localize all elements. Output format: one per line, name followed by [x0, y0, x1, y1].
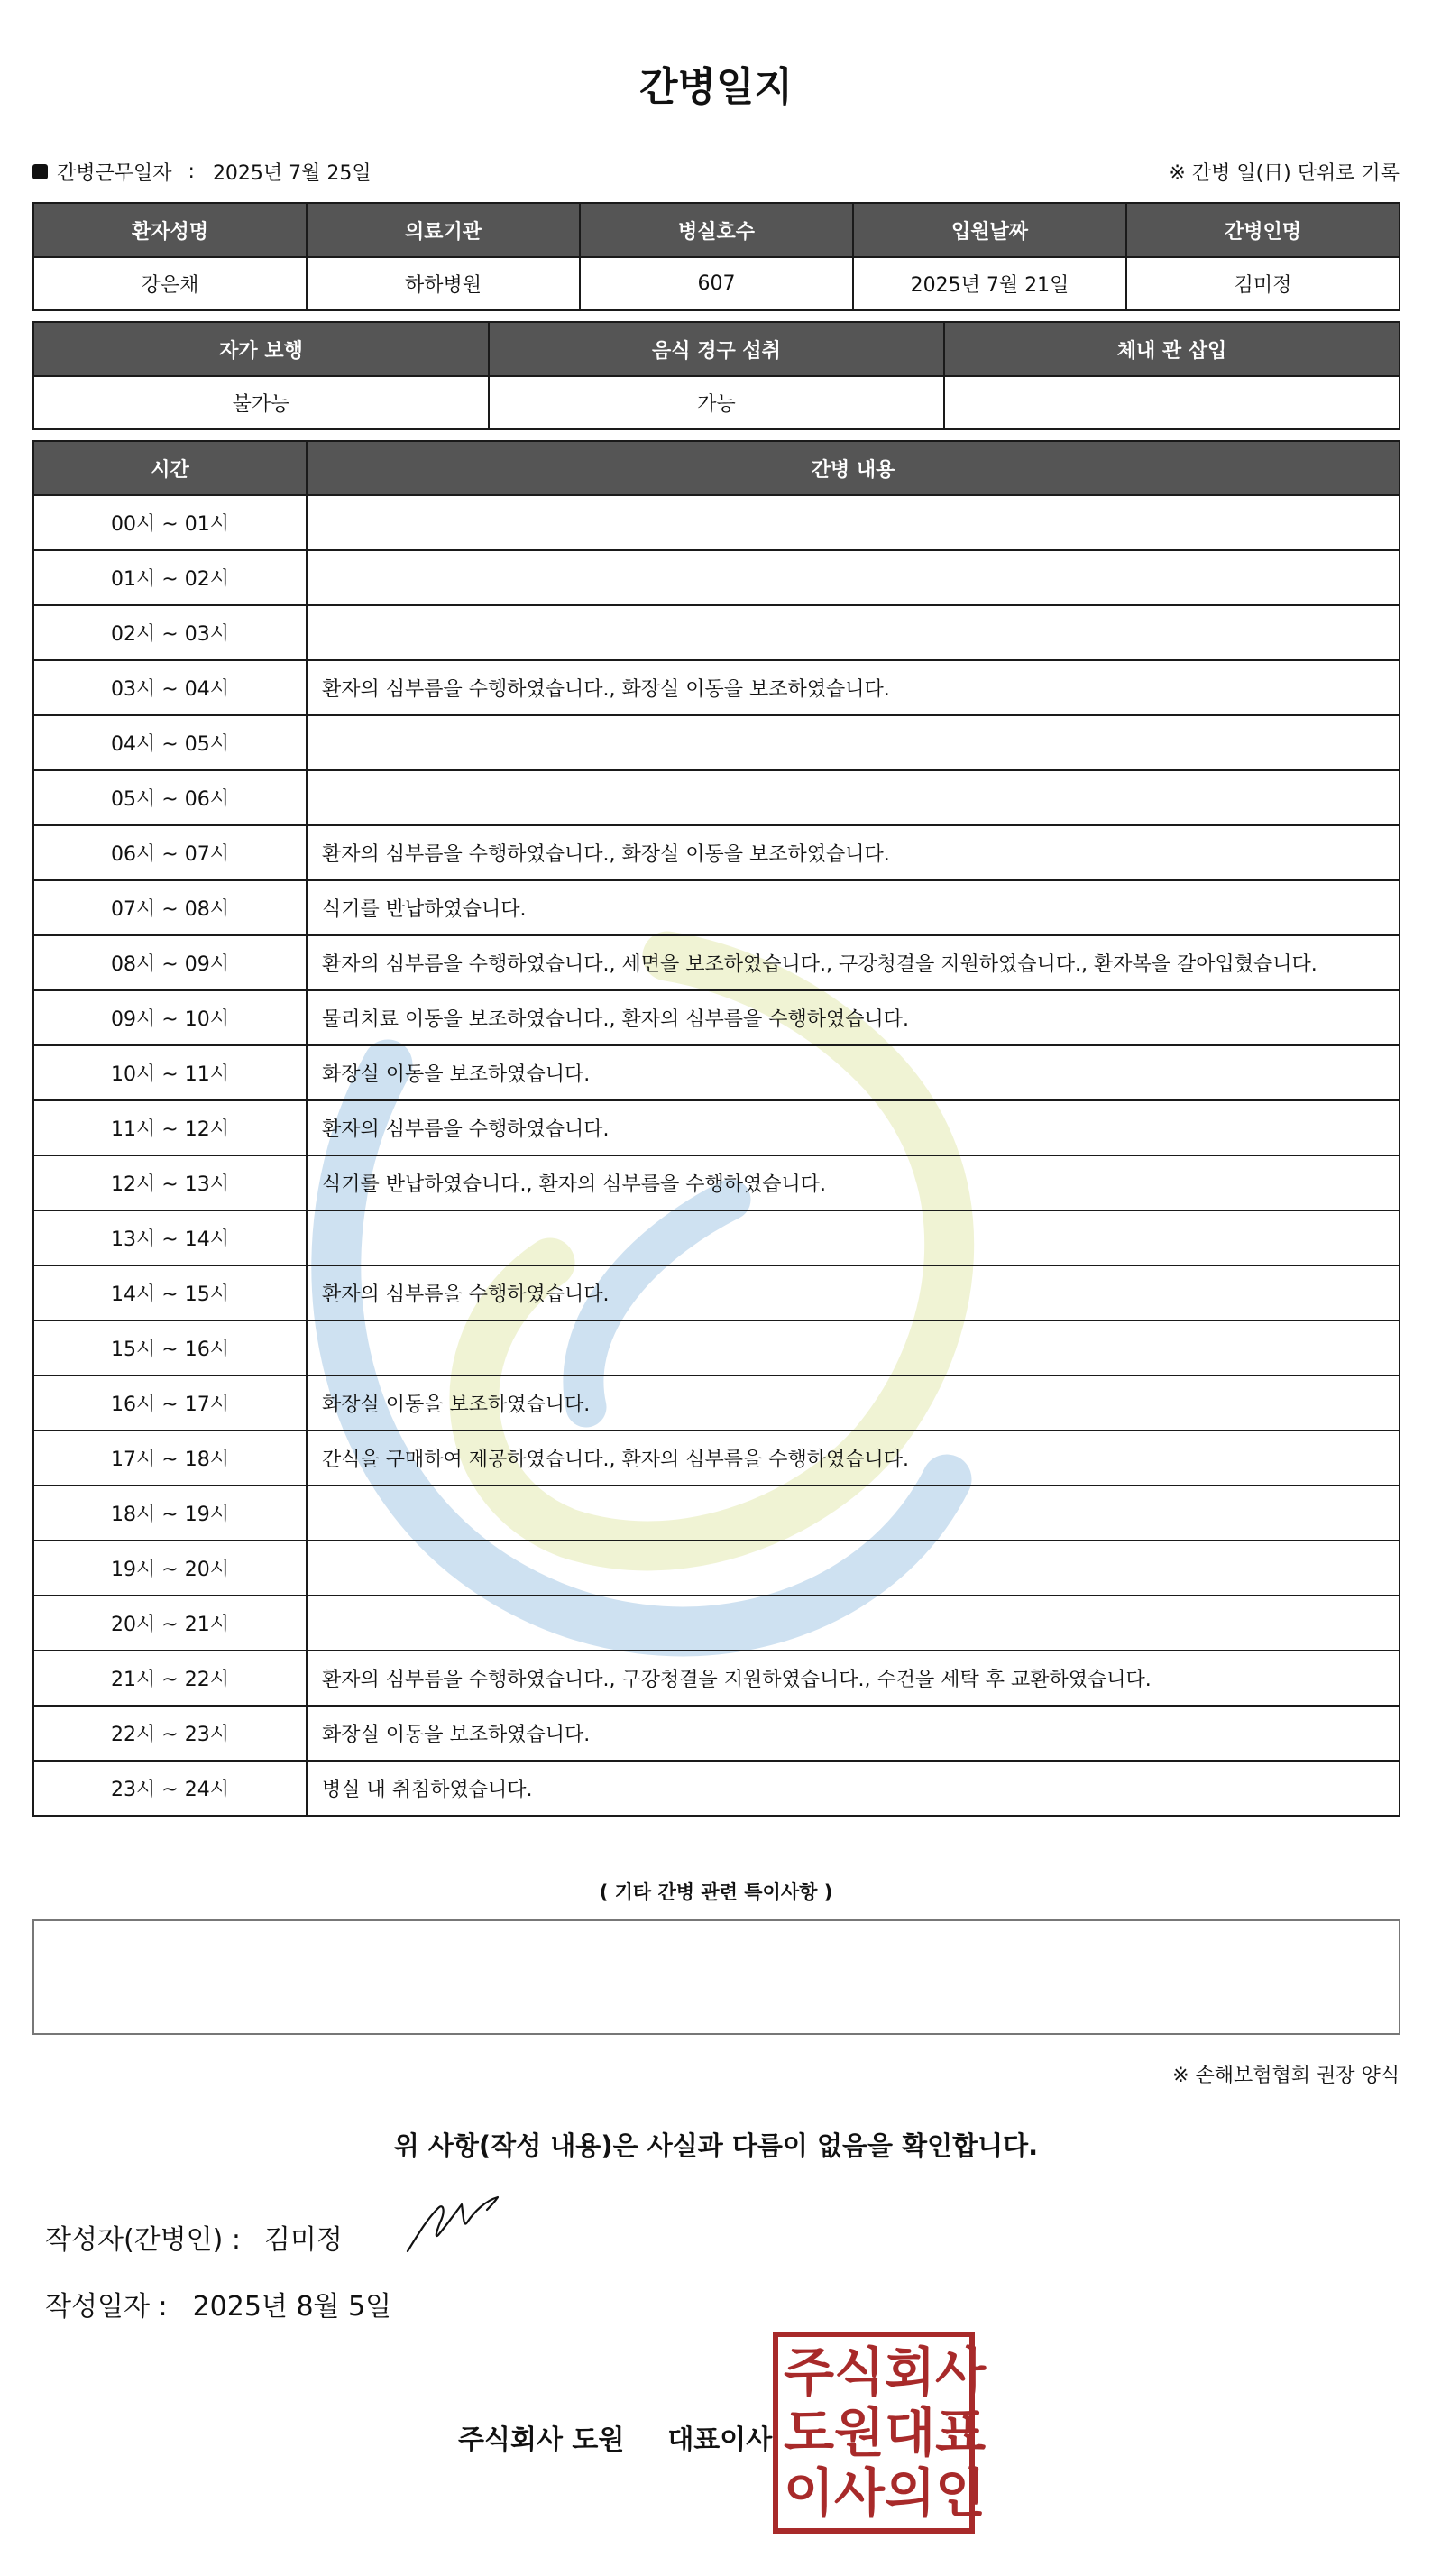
care-log-content — [307, 1596, 1400, 1651]
care-log-row — [33, 715, 1400, 770]
care-log-content — [307, 770, 1400, 825]
care-log-row — [33, 880, 1400, 935]
care-log-content: 화장실 이동을 보조하였습니다. — [307, 1045, 1400, 1100]
care-log-time: 03시 ~ 04시 — [33, 660, 307, 715]
patient-info-table — [32, 202, 1400, 311]
admission-date-header: 입원날짜 — [853, 203, 1126, 257]
confirmation-statement: 위 사항(작성 내용)은 사실과 다름이 없음을 확인합니다. — [393, 2130, 1039, 2161]
seal-glyph: 의 — [885, 2461, 936, 2524]
self-walking-value: 불가능 — [33, 376, 489, 429]
care-log-row — [33, 1155, 1400, 1210]
care-log-time: 08시 ~ 09시 — [33, 935, 307, 990]
care-log-content: 화장실 이동을 보조하였습니다. — [307, 1706, 1400, 1761]
care-log-row — [33, 1651, 1400, 1706]
caregiver-name-header: 간병인명 — [1126, 203, 1400, 257]
record-note: ※ 간병 일(日) 단위로 기록 — [1169, 162, 1400, 185]
writer-name: 김미정 — [263, 2224, 343, 2256]
admission-date-value: 2025년 7월 21일 — [853, 257, 1126, 310]
care-log-row — [33, 825, 1400, 880]
care-log-time: 10시 ~ 11시 — [33, 1045, 307, 1100]
hospital-value: 하하병원 — [307, 257, 580, 310]
form-note: ※ 손해보험협회 권장 양식 — [1172, 2065, 1400, 2087]
written-date-value: 2025년 8월 5일 — [192, 2291, 392, 2323]
care-log-time: 11시 ~ 12시 — [33, 1100, 307, 1155]
care-log-content: 화장실 이동을 보조하였습니다. — [307, 1375, 1400, 1431]
care-log-content — [307, 1486, 1400, 1541]
tube-insertion-header: 체내 관 삽입 — [944, 322, 1400, 376]
seal-glyph: 주 — [784, 2341, 835, 2404]
care-log-time: 13시 ~ 14시 — [33, 1210, 307, 1265]
patient-name-header: 환자성명 — [33, 203, 307, 257]
care-log-row — [33, 1431, 1400, 1486]
care-log-row — [33, 1486, 1400, 1541]
room-number-header: 병실호수 — [580, 203, 853, 257]
work-date — [32, 158, 372, 186]
hospital-header: 의료기관 — [307, 203, 580, 257]
care-log-row — [33, 935, 1400, 990]
care-log-row — [33, 1596, 1400, 1651]
care-log-row — [33, 550, 1400, 605]
patient-info-header-row — [33, 203, 1400, 257]
seal-glyph: 대 — [885, 2401, 936, 2463]
care-log-content — [307, 495, 1400, 550]
work-date-value: 2025년 7월 25일 — [212, 162, 372, 185]
care-log-content: 병실 내 취침하였습니다. — [307, 1761, 1400, 1816]
care-log-time: 04시 ~ 05시 — [33, 715, 307, 770]
oral-intake-value: 가능 — [489, 376, 944, 429]
care-log-time: 02시 ~ 03시 — [33, 605, 307, 660]
seal-glyph: 사 — [834, 2461, 886, 2524]
special-notes-box — [32, 1919, 1400, 2035]
care-log-time: 01시 ~ 02시 — [33, 550, 307, 605]
care-log-row — [33, 605, 1400, 660]
care-log-content — [307, 1210, 1400, 1265]
care-log-row — [33, 770, 1400, 825]
company-seal-stamp — [773, 2332, 987, 2534]
patient-info-value-row — [33, 257, 1400, 310]
patient-status-table — [32, 321, 1400, 430]
care-log-time: 05시 ~ 06시 — [33, 770, 307, 825]
care-log-time: 20시 ~ 21시 — [33, 1596, 307, 1651]
care-log-time: 23시 ~ 24시 — [33, 1761, 307, 1816]
care-content-header: 간병 내용 — [307, 441, 1400, 495]
company-name: 주식회사 도원 — [458, 2424, 625, 2456]
page-title: 간병일지 — [638, 64, 793, 110]
care-log-time: 18시 ~ 19시 — [33, 1486, 307, 1541]
work-date-colon: : — [188, 161, 195, 183]
care-log-row — [33, 1706, 1400, 1761]
written-date-line — [45, 2284, 391, 2323]
handwritten-signature — [404, 2192, 503, 2255]
care-log-time: 06시 ~ 07시 — [33, 825, 307, 880]
care-log-time: 00시 ~ 01시 — [33, 495, 307, 550]
care-log-row — [33, 1375, 1400, 1431]
care-log-row — [33, 1210, 1400, 1265]
patient-status-header-row — [33, 322, 1400, 376]
care-log-row — [33, 990, 1400, 1045]
company-line — [458, 2417, 772, 2457]
care-log-time: 22시 ~ 23시 — [33, 1706, 307, 1761]
care-log-content: 환자의 심부름을 수행하였습니다., 구강청결을 지원하였습니다., 수건을 세탁 후 교환하였습니다. — [307, 1651, 1400, 1706]
seal-glyph: 표 — [935, 2401, 987, 2463]
care-log-time: 15시 ~ 16시 — [33, 1320, 307, 1375]
written-date-label: 작성일자 : — [45, 2291, 168, 2323]
care-log-header-row — [33, 441, 1400, 495]
care-log-time: 14시 ~ 15시 — [33, 1265, 307, 1320]
care-log-content: 환자의 심부름을 수행하였습니다., 화장실 이동을 보조하였습니다. — [307, 660, 1400, 715]
care-log-row — [33, 1320, 1400, 1375]
care-log-time: 21시 ~ 22시 — [33, 1651, 307, 1706]
care-log-content: 식기를 반납하였습니다. — [307, 880, 1400, 935]
care-log-content — [307, 1320, 1400, 1375]
special-notes-title: ( 기타 간병 관련 특이사항 ) — [599, 1881, 833, 1903]
seal-glyph: 도 — [784, 2401, 835, 2463]
company-ceo-title: 대표이사 — [667, 2424, 773, 2456]
seal-glyph: 원 — [834, 2401, 886, 2463]
care-log-content: 식기를 반납하였습니다., 환자의 심부름을 수행하였습니다. — [307, 1155, 1400, 1210]
care-log-time: 07시 ~ 08시 — [33, 880, 307, 935]
writer-label: 작성자(간병인) : — [45, 2224, 241, 2256]
care-log-row — [33, 1045, 1400, 1100]
square-bullet-icon — [32, 164, 48, 179]
care-log-content — [307, 550, 1400, 605]
oral-intake-header: 음식 경구 섭취 — [489, 322, 944, 376]
room-number-value: 607 — [580, 257, 853, 310]
care-log-content: 환자의 심부름을 수행하였습니다., 화장실 이동을 보조하였습니다. — [307, 825, 1400, 880]
seal-glyph: 회 — [885, 2341, 936, 2404]
care-log-row — [33, 1541, 1400, 1596]
care-log-row — [33, 660, 1400, 715]
care-log-content: 간식을 구매하여 제공하였습니다., 환자의 심부름을 수행하였습니다. — [307, 1431, 1400, 1486]
seal-glyph: 식 — [834, 2341, 886, 2404]
care-log-content — [307, 605, 1400, 660]
tube-insertion-value — [944, 376, 1400, 429]
care-log-content — [307, 1541, 1400, 1596]
seal-glyph: 인 — [935, 2461, 987, 2524]
seal-glyph: 이 — [784, 2461, 835, 2524]
care-log-time: 12시 ~ 13시 — [33, 1155, 307, 1210]
care-log-content: 환자의 심부름을 수행하였습니다., 세면을 보조하였습니다., 구강청결을 지원하였습니다., 환자복을 갈아입혔습니다. — [307, 935, 1400, 990]
care-log-time: 19시 ~ 20시 — [33, 1541, 307, 1596]
self-walking-header: 자가 보행 — [33, 322, 489, 376]
seal-glyph: 사 — [935, 2341, 987, 2404]
care-log-table — [32, 440, 1400, 1817]
patient-name-value: 강은채 — [33, 257, 307, 310]
patient-status-value-row — [33, 376, 1400, 429]
care-log-content — [307, 715, 1400, 770]
care-log-content: 환자의 심부름을 수행하였습니다. — [307, 1100, 1400, 1155]
care-log-row — [33, 495, 1400, 550]
care-log-time: 09시 ~ 10시 — [33, 990, 307, 1045]
care-log-row — [33, 1100, 1400, 1155]
writer-line — [45, 2217, 343, 2257]
work-date-label: 간병근무일자 — [57, 162, 172, 185]
care-log-content: 환자의 심부름을 수행하였습니다. — [307, 1265, 1400, 1320]
care-log-row — [33, 1761, 1400, 1816]
care-log-time: 17시 ~ 18시 — [33, 1431, 307, 1486]
care-log-body — [33, 495, 1400, 1816]
care-log-time: 16시 ~ 17시 — [33, 1375, 307, 1431]
caregiver-name-value: 김미정 — [1126, 257, 1400, 310]
care-log-row — [33, 1265, 1400, 1320]
care-log-content: 물리치료 이동을 보조하였습니다., 환자의 심부름을 수행하였습니다. — [307, 990, 1400, 1045]
time-header: 시간 — [33, 441, 307, 495]
